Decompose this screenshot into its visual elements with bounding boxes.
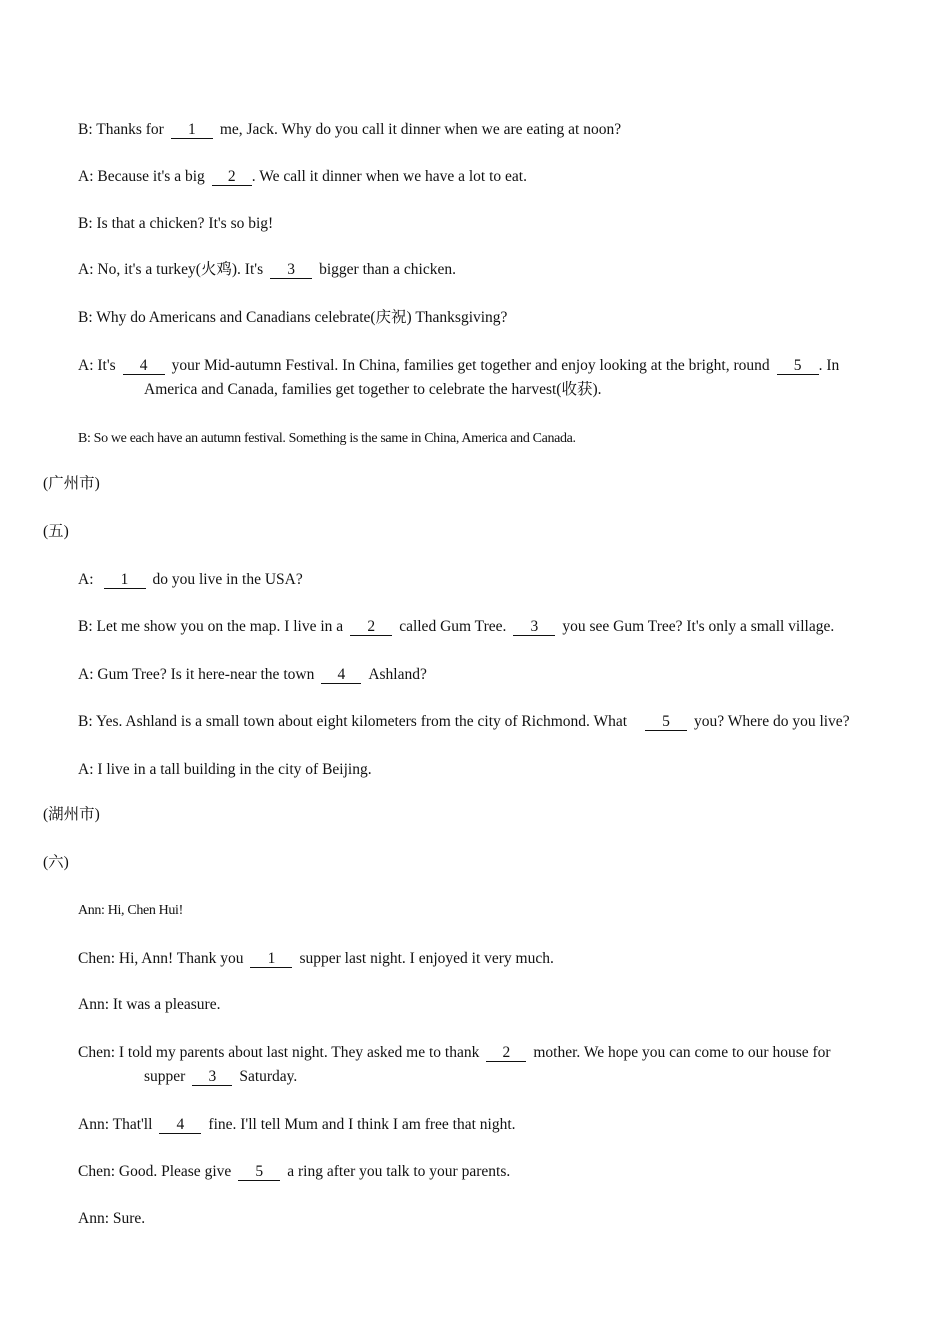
dialogue-text: supper last night. I enjoyed it very much.: [299, 950, 554, 967]
dialogue-text: mother. We hope you can come to our house for: [533, 1044, 831, 1061]
dialogue-line: Ann: Sure.: [78, 1210, 146, 1227]
dialogue-line: Ann: Hi, Chen Hui!: [78, 903, 183, 918]
dialogue-line: A: I live in a tall building in the city of Beijing.: [78, 761, 372, 778]
dialogue-text: A: No, it's a turkey(火鸡). It's: [78, 261, 264, 278]
dialogue-text: Ann: That'll: [78, 1116, 153, 1133]
dialogue-text: bigger than a chicken.: [319, 261, 456, 278]
section-heading: (五): [43, 523, 69, 540]
dialogue-text: B: Let me show you on the map. I live in a: [78, 618, 344, 635]
dialogue-text: fine. I'll tell Mum and I think I am free that night.: [208, 1116, 516, 1133]
dialogue-continuation: America and Canada, families get together to celebrate the harvest(收获).: [144, 381, 602, 398]
dialogue-text: Ashland?: [368, 666, 427, 683]
dialogue-text: supper: [144, 1068, 186, 1085]
dialogue-text: A: Because it's a big: [78, 168, 205, 185]
dialogue-line: [78, 1043, 831, 1063]
dialogue-line: [78, 949, 554, 969]
blank-1: 1: [104, 571, 146, 589]
dialogue-line: Ann: It was a pleasure.: [78, 996, 221, 1013]
blank-4: 4: [159, 1116, 201, 1134]
dialogue-text: you? Where do you live?: [694, 713, 850, 730]
dialogue-line: [78, 120, 621, 140]
dialogue-text: B: Thanks for: [78, 121, 164, 138]
dialogue-line: [78, 665, 427, 685]
dialogue-continuation: [144, 1067, 297, 1087]
dialogue-text: a ring after you talk to your parents.: [287, 1163, 511, 1180]
dialogue-line: [78, 260, 456, 280]
blank-3: 3: [270, 261, 312, 279]
dialogue-text: B: Yes. Ashland is a small town about eight kilometers from the city of Richmond. What: [78, 713, 628, 730]
blank-2: 2: [212, 168, 252, 186]
dialogue-text: . In: [818, 357, 840, 374]
dialogue-text: Chen: I told my parents about last night. They asked me to thank: [78, 1044, 480, 1061]
blank-5: 5: [645, 713, 687, 731]
dialogue-text: Chen: Hi, Ann! Thank you: [78, 950, 244, 967]
dialogue-line: B: Is that a chicken? It's so big!: [78, 215, 274, 232]
blank-4: 4: [123, 357, 165, 375]
blank-5: 5: [238, 1163, 280, 1181]
dialogue-text: A: It's: [78, 357, 116, 374]
blank-2: 2: [486, 1044, 526, 1062]
dialogue-line: [78, 570, 303, 590]
blank-3: 3: [513, 618, 555, 636]
dialogue-text: . We call it dinner when we have a lot to eat.: [251, 168, 527, 185]
dialogue-text: called Gum Tree.: [399, 618, 507, 635]
blank-4: 4: [321, 666, 361, 684]
dialogue-line: B: So we each have an autumn festival. Something is the same in China, America and Canada.: [78, 431, 576, 446]
blank-1: 1: [250, 950, 292, 968]
dialogue-text: do you live in the USA?: [152, 571, 303, 588]
dialogue-text: Saturday.: [239, 1068, 298, 1085]
dialogue-text: A: Gum Tree? Is it here-near the town: [78, 666, 315, 683]
blank-5: 5: [777, 357, 819, 375]
blank-3: 3: [192, 1068, 232, 1086]
source-label: (湖州市): [43, 806, 100, 823]
blank-1: 1: [171, 121, 213, 139]
dialogue-text: me, Jack. Why do you call it dinner when we are eating at noon?: [219, 121, 622, 138]
dialogue-line: [78, 712, 850, 732]
source-label: (广州市): [43, 475, 100, 492]
dialogue-text: A:: [78, 571, 94, 588]
dialogue-text: your Mid-autumn Festival. In China, families get together and enjoy looking at the bright, round: [171, 357, 770, 374]
dialogue-text: Chen: Good. Please give: [78, 1163, 232, 1180]
dialogue-line: B: Why do Americans and Canadians celebrate(庆祝) Thanksgiving?: [78, 309, 508, 326]
dialogue-line: [78, 1115, 516, 1135]
section-heading: (六): [43, 854, 69, 871]
dialogue-line: [78, 356, 839, 376]
dialogue-line: [78, 167, 527, 187]
dialogue-line: [78, 1162, 510, 1182]
blank-2: 2: [350, 618, 392, 636]
dialogue-line: [78, 617, 834, 637]
dialogue-text: you see Gum Tree? It's only a small village.: [562, 618, 835, 635]
